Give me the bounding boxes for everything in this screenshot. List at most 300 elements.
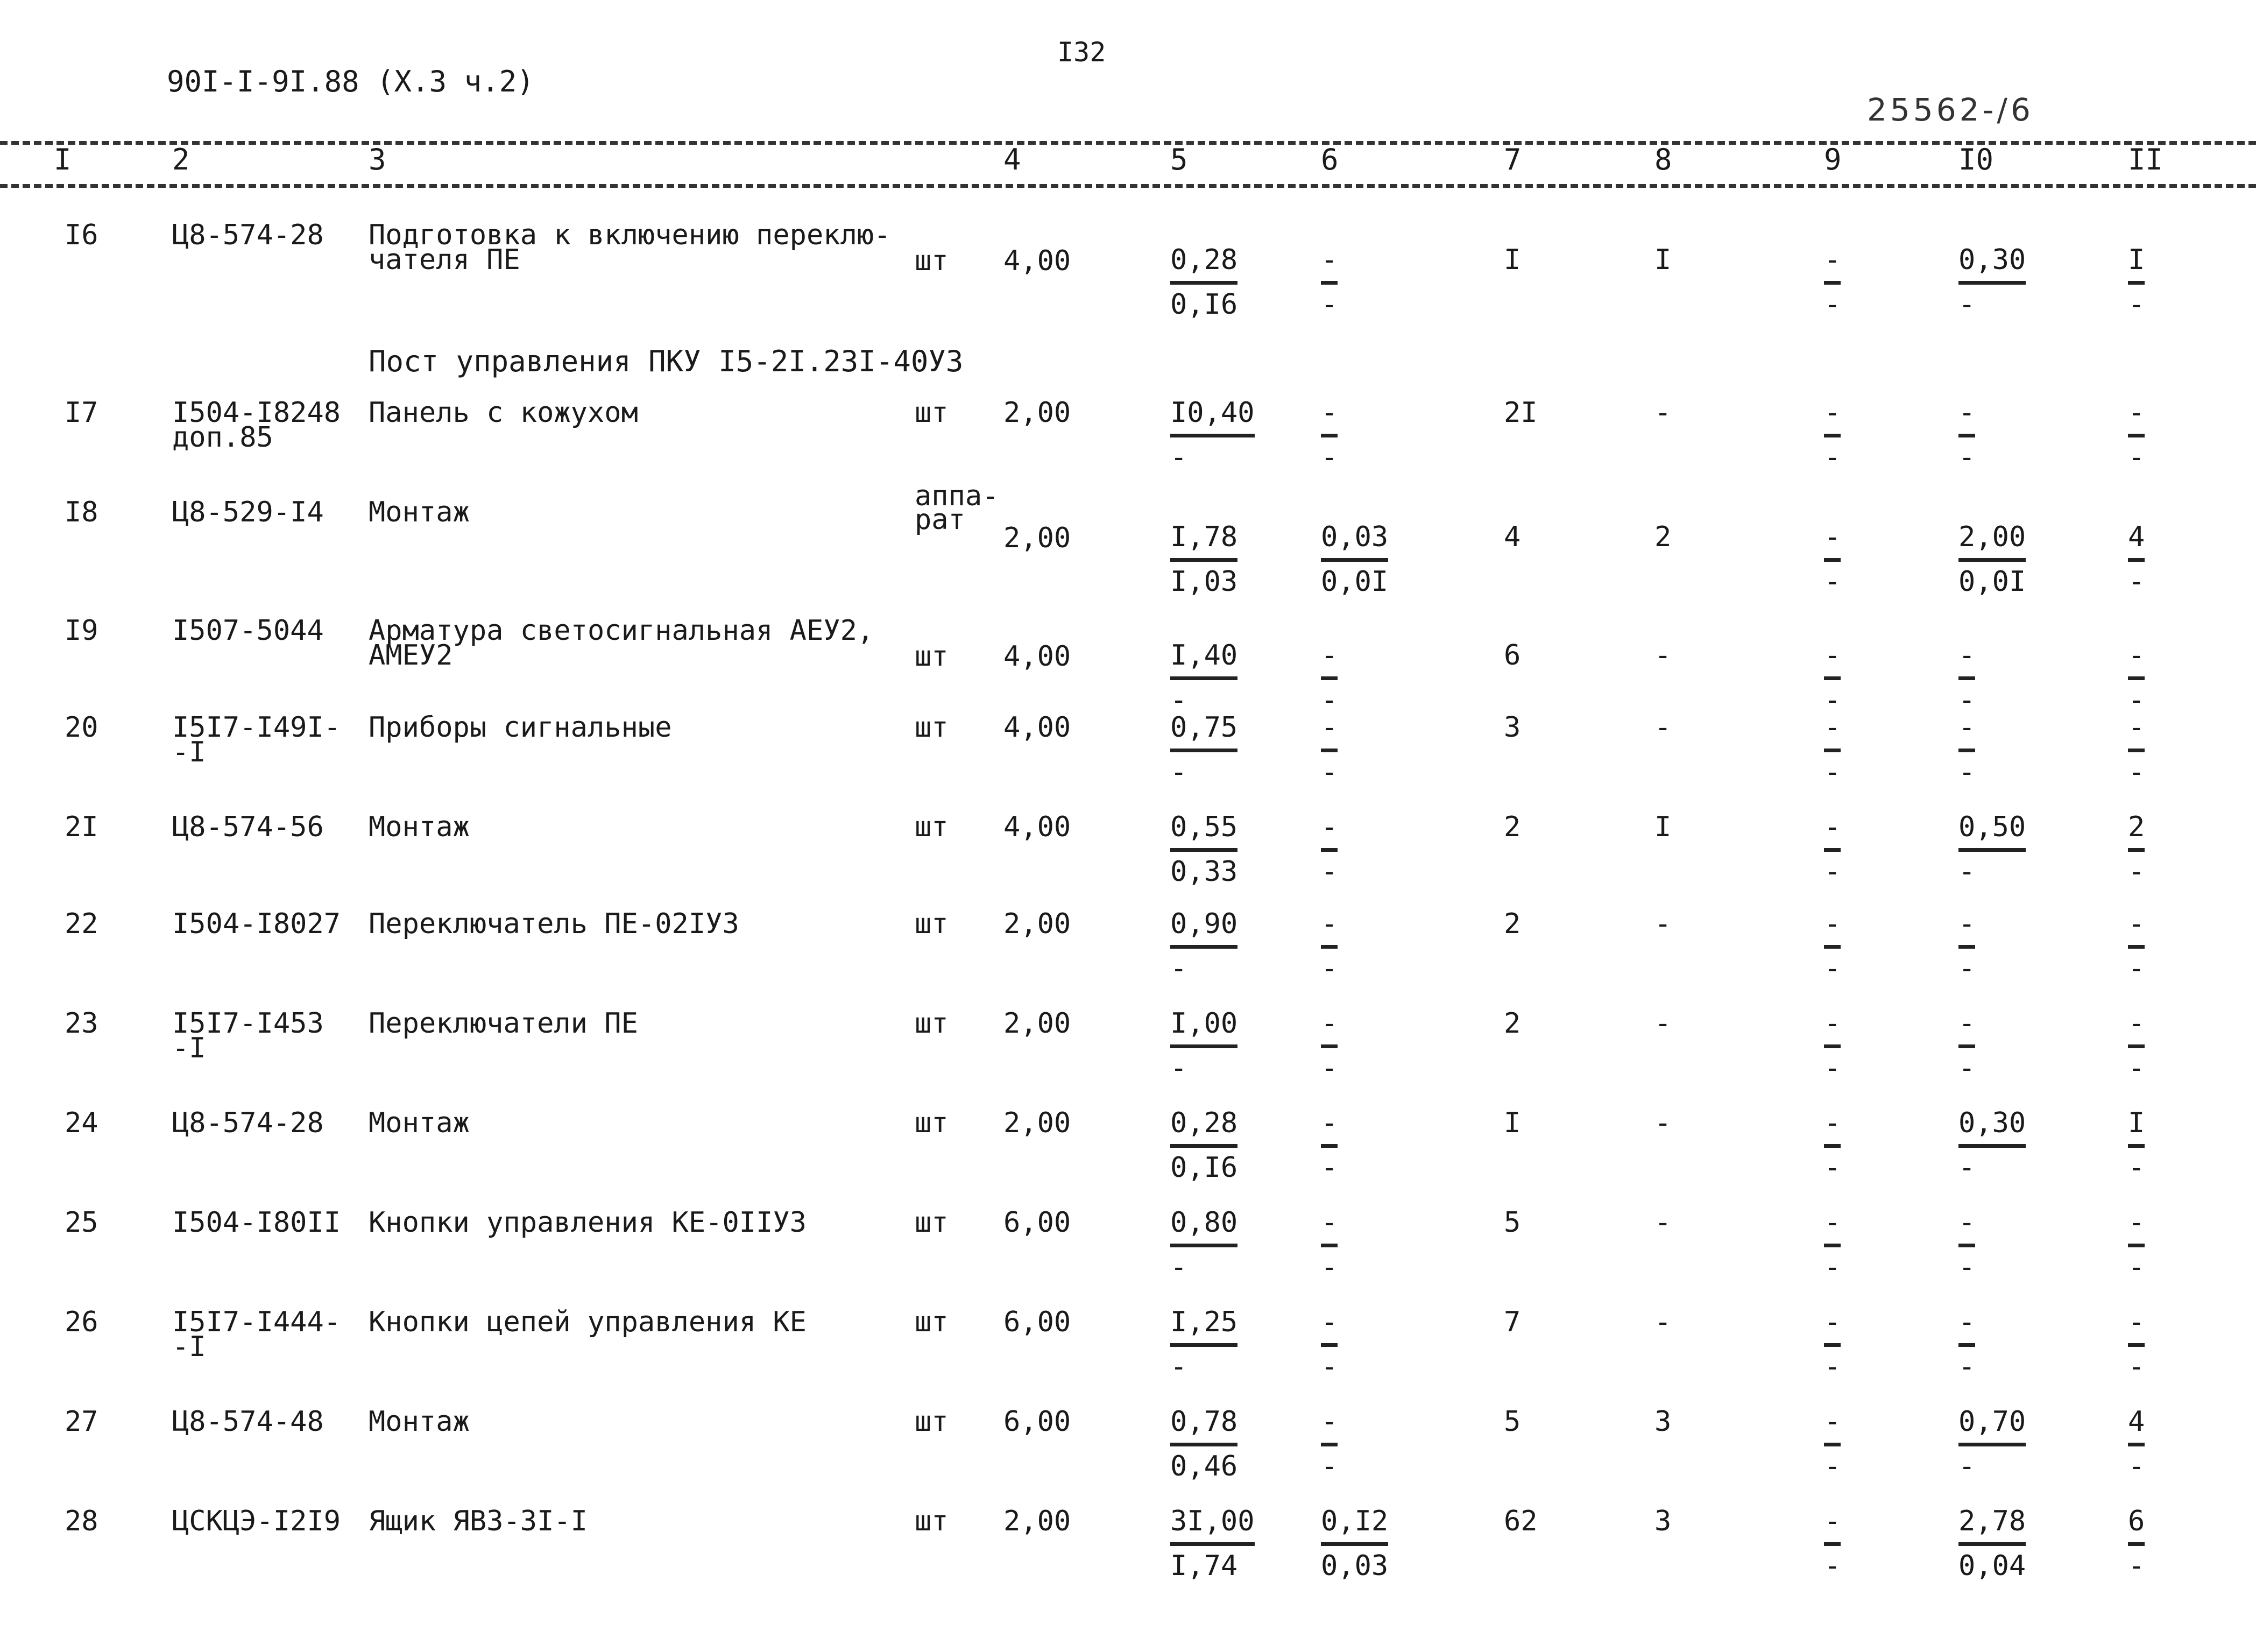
fraction-bar [1321,434,1338,437]
quantity: 2,00 [1003,1107,1071,1139]
quantity: 2,00 [1003,522,1071,554]
fraction-bar [1824,1244,1841,1247]
fraction-denominator: - [1958,441,1976,474]
fraction-denominator: - [1170,952,1187,985]
price-code: I504-I8248 [172,397,341,429]
fraction-numerator: 6 [2128,1505,2145,1537]
document-code: 90I-I-9I.88 (X.3 ч.2) [167,65,534,98]
fraction-bar [1170,1542,1255,1546]
fraction-bar [1170,848,1237,852]
fraction-numerator: - [1321,1206,1338,1239]
fraction-numerator: 0,50 [1958,811,2026,843]
fraction-bar [1321,1443,1338,1446]
fraction-denominator: - [2128,1052,2145,1084]
row-number: 22 [65,908,98,940]
fraction-numerator: - [1321,1107,1338,1139]
fraction-numerator: 0,03 [1321,521,1389,553]
quantity: 4,00 [1003,711,1071,744]
fraction-cell-c10 [1958,1308,1975,1381]
unit: шт [915,711,949,744]
work-name-continued: чателя ПЕ [369,244,520,276]
fraction-bar [1824,1044,1841,1048]
fraction-denominator: - [1321,1152,1338,1184]
fraction-cell-c5 [1170,245,1237,319]
work-name: Ящик ЯВ3-3I-I [369,1505,588,1537]
price-code: I504-I80II [172,1206,341,1239]
fraction-bar [1824,1443,1841,1446]
unit: шт [915,1206,949,1239]
fraction-denominator: - [1958,952,1976,985]
work-name: Кнопки цепей управления КЕ [369,1306,807,1338]
page-number: I32 [1057,37,1106,68]
price-code: Ц8-574-48 [172,1406,324,1438]
fraction-cell-c5 [1170,523,1237,596]
column-8-value: - [1654,1007,1672,1040]
unit: шт [915,1107,949,1139]
column-7-value: 5 [1504,1406,1521,1438]
row-number: 2I [65,811,98,843]
fraction-numerator: 0,70 [1958,1406,2026,1438]
fraction-cell-c10 [1958,813,2026,886]
fraction-denominator: - [1170,756,1187,788]
fraction-numerator: 0,90 [1170,908,1238,940]
fraction-bar [1170,945,1237,949]
fraction-numerator: - [1321,244,1338,276]
column-7-value: I [1504,1107,1521,1139]
unit: шт [915,1306,949,1338]
fraction-denominator: - [2128,856,2145,888]
fraction-bar [1958,558,2026,562]
fraction-bar [1958,945,1975,949]
price-code: I5I7-I453 [172,1007,324,1040]
fraction-bar [1170,1144,1237,1148]
fraction-bar [1958,1542,2026,1546]
fraction-denominator: - [2128,1550,2145,1582]
fraction-numerator: - [2128,639,2145,672]
column-header-11: II [2128,143,2163,177]
fraction-bar [1824,676,1841,680]
fraction-cell-c5 [1170,813,1237,886]
fraction-bar [1958,1343,1975,1347]
fraction-bar [1824,1542,1841,1546]
fraction-denominator: - [1321,1251,1338,1283]
fraction-denominator: - [1321,756,1338,788]
fraction-bar [1321,1144,1338,1148]
fraction-numerator: I,25 [1170,1306,1238,1338]
fraction-cell-c5 [1170,641,1237,715]
fraction-numerator: - [1824,1505,1841,1537]
fraction-denominator: - [1958,684,1976,716]
fraction-numerator: 0,30 [1958,1107,2026,1139]
fraction-cell-c11 [2128,1507,2145,1580]
row-number: 25 [65,1206,98,1239]
fraction-bar [1958,281,2026,285]
fraction-cell-c11 [2128,713,2145,787]
fraction-denominator: - [1824,856,1841,888]
fraction-bar [2128,1343,2145,1347]
fraction-bar [1824,848,1841,852]
unit: аппа- [915,480,999,512]
fraction-cell-c11 [2128,909,2145,983]
column-7-value: 2 [1504,811,1521,843]
fraction-denominator: - [1824,1152,1841,1184]
fraction-bar [1958,1244,1975,1247]
fraction-denominator: 0,0I [1958,566,2026,598]
fraction-bar [1321,1244,1338,1247]
fraction-bar [2128,1244,2145,1247]
fraction-denominator: - [2128,441,2145,474]
fraction-denominator: - [2128,684,2145,716]
fraction-cell-c6 [1321,813,1338,886]
fraction-bar [2128,945,2145,949]
fraction-numerator: I,00 [1170,1007,1238,1040]
column-header-9: 9 [1824,143,1842,177]
price-code: Ц8-574-28 [172,219,324,251]
column-header-5: 5 [1170,143,1188,177]
fraction-denominator: - [1321,441,1338,474]
fraction-denominator: 0,03 [1321,1550,1389,1582]
fraction-denominator: - [2128,1251,2145,1283]
column-header-3: 3 [369,143,386,177]
fraction-bar [1321,945,1338,949]
fraction-bar [1958,1443,2026,1446]
fraction-bar [1321,848,1338,852]
work-name: Подготовка к включению переклю- [369,219,891,251]
fraction-cell-c10 [1958,713,1975,787]
fraction-numerator: - [1824,1107,1841,1139]
fraction-cell-c11 [2128,523,2145,596]
fraction-denominator: - [1321,288,1338,321]
column-7-value: 7 [1504,1306,1521,1338]
fraction-numerator: - [1321,1406,1338,1438]
fraction-bar [2128,281,2145,285]
column-7-value: 5 [1504,1206,1521,1239]
fraction-numerator: - [1321,908,1338,940]
fraction-bar [1170,434,1255,437]
header-bottom-rule [0,184,2256,188]
fraction-denominator: - [1824,756,1841,788]
fraction-cell-c11 [2128,398,2145,472]
fraction-denominator: - [1170,684,1187,716]
row-number: 24 [65,1107,98,1139]
work-name: Монтаж [369,1406,470,1438]
fraction-numerator: - [1958,1007,1976,1040]
fraction-denominator: 0,33 [1170,856,1238,888]
fraction-numerator: 4 [2128,521,2145,553]
column-header-2: 2 [172,143,190,177]
price-code: Ц8-529-I4 [172,496,324,528]
fraction-cell-c9 [1824,909,1841,983]
fraction-cell-c9 [1824,1009,1841,1083]
fraction-cell-c5 [1170,1407,1237,1481]
fraction-denominator: 0,I6 [1170,1152,1238,1184]
column-header-1: I [54,143,72,177]
fraction-bar [1321,1343,1338,1347]
fraction-cell-c10 [1958,1507,2026,1580]
unit: шт [915,245,949,277]
fraction-numerator: 2 [2128,811,2145,843]
fraction-denominator: - [1958,1450,1976,1482]
fraction-cell-c11 [2128,1109,2145,1182]
fraction-denominator: - [2128,1450,2145,1482]
fraction-denominator: 0,46 [1170,1450,1238,1482]
fraction-denominator: 0,I6 [1170,288,1238,321]
unit: шт [915,1007,949,1040]
fraction-cell-c5 [1170,713,1237,787]
fraction-numerator: - [1824,811,1841,843]
column-8-value: I [1654,244,1672,276]
fraction-cell-c9 [1824,813,1841,886]
fraction-cell-c10 [1958,1407,2026,1481]
fraction-numerator: - [1321,1007,1338,1040]
work-name: Монтаж [369,811,470,843]
fraction-numerator: 0,80 [1170,1206,1238,1239]
fraction-denominator: - [1824,952,1841,985]
fraction-numerator: - [1824,639,1841,672]
fraction-cell-c6 [1321,1009,1338,1083]
fraction-numerator: - [2128,1206,2145,1239]
fraction-cell-c9 [1824,1208,1841,1282]
column-7-value: 2I [1504,397,1538,429]
column-8-value: - [1654,1107,1672,1139]
fraction-cell-c9 [1824,1507,1841,1580]
fraction-bar [1824,558,1841,562]
fraction-cell-c6 [1321,398,1338,472]
fraction-bar [1824,281,1841,285]
fraction-cell-c6 [1321,1407,1338,1481]
fraction-numerator: 4 [2128,1406,2145,1438]
fraction-bar [1958,848,2026,852]
fraction-bar [1321,676,1338,680]
fraction-bar [1824,1144,1841,1148]
row-number: I7 [65,397,98,429]
fraction-numerator: 2,00 [1958,521,2026,553]
fraction-denominator: - [2128,566,2145,598]
row-number: 27 [65,1406,98,1438]
fraction-denominator: - [1824,566,1841,598]
work-name: Кнопки управления КЕ-0IIУ3 [369,1206,807,1239]
column-header-10: I0 [1958,143,1994,177]
fraction-bar [1321,281,1338,285]
column-7-value: 2 [1504,1007,1521,1040]
fraction-denominator: - [2128,952,2145,985]
fraction-denominator: - [1321,952,1338,985]
fraction-numerator: 2,78 [1958,1505,2026,1537]
fraction-numerator: 0,28 [1170,244,1238,276]
fraction-cell-c9 [1824,1308,1841,1381]
fraction-numerator: - [1824,521,1841,553]
fraction-cell-c11 [2128,1407,2145,1481]
fraction-bar [1170,1044,1237,1048]
row-number: I9 [65,615,98,647]
column-8-value: 2 [1654,521,1672,553]
fraction-cell-c11 [2128,1208,2145,1282]
row-number: 20 [65,711,98,744]
fraction-denominator: - [1824,1450,1841,1482]
fraction-denominator: - [1321,1052,1338,1084]
fraction-denominator: 0,0I [1321,566,1389,598]
fraction-numerator: - [1958,908,1976,940]
fraction-cell-c11 [2128,245,2145,319]
fraction-numerator: 0,75 [1170,711,1238,744]
fraction-numerator: 0,30 [1958,244,2026,276]
fraction-bar [1170,749,1237,752]
fraction-numerator: - [1824,397,1841,429]
fraction-bar [1170,558,1237,562]
fraction-numerator: - [2128,711,2145,744]
unit-continued: рат [915,504,965,536]
fraction-cell-c5 [1170,1009,1237,1083]
fraction-numerator: - [1824,244,1841,276]
fraction-bar [1321,558,1388,562]
row-number: I6 [65,219,98,251]
fraction-bar [1958,434,1975,437]
fraction-bar [2128,848,2145,852]
column-7-value: 2 [1504,908,1521,940]
fraction-cell-c5 [1170,398,1255,472]
fraction-denominator: - [1321,684,1338,716]
fraction-cell-c10 [1958,1208,1975,1282]
fraction-cell-c10 [1958,398,1975,472]
fraction-numerator: - [2128,908,2145,940]
work-name: Монтаж [369,1107,470,1139]
column-8-value: - [1654,639,1672,672]
column-header-6: 6 [1321,143,1339,177]
fraction-numerator: - [1958,1306,1976,1338]
fraction-bar [1321,1044,1338,1048]
fraction-cell-c5 [1170,1308,1237,1381]
fraction-denominator: 0,04 [1958,1550,2026,1582]
fraction-denominator: - [1824,1052,1841,1084]
fraction-numerator: - [1958,1206,1976,1239]
quantity: 2,00 [1003,908,1071,940]
quantity: 4,00 [1003,640,1071,673]
column-7-value: 3 [1504,711,1521,744]
fraction-cell-c10 [1958,1009,1975,1083]
fraction-numerator: - [1824,908,1841,940]
fraction-numerator: 3I,00 [1170,1505,1255,1537]
fraction-cell-c6 [1321,523,1388,596]
fraction-cell-c10 [1958,245,2026,319]
fraction-numerator: - [1958,397,1976,429]
fraction-numerator: - [1321,811,1338,843]
fraction-denominator: - [1824,1550,1841,1582]
column-8-value: - [1654,1206,1672,1239]
header-top-rule [0,141,2256,145]
price-code: I5I7-I444- [172,1306,341,1338]
fraction-cell-c6 [1321,909,1338,983]
column-header-8: 8 [1654,143,1672,177]
work-name-continued: АМЕУ2 [369,639,453,672]
row-number: 26 [65,1306,98,1338]
work-name: Панель с кожухом [369,397,638,429]
fraction-denominator: I,74 [1170,1550,1238,1582]
fraction-bar [1170,676,1237,680]
fraction-denominator: - [1824,288,1841,321]
row-number: 28 [65,1505,98,1537]
work-name: Приборы сигнальные [369,711,672,744]
unit: шт [915,908,949,940]
fraction-denominator: - [1170,441,1187,474]
fraction-denominator: - [1958,1152,1976,1184]
fraction-bar [1958,749,1975,752]
fraction-denominator: - [1170,1052,1187,1084]
fraction-bar [1958,1044,1975,1048]
row-number: I8 [65,496,98,528]
fraction-denominator: - [1824,1251,1841,1283]
price-code: I507-5044 [172,615,324,647]
column-8-value: - [1654,1306,1672,1338]
fraction-cell-c10 [1958,1109,2026,1182]
fraction-cell-c9 [1824,245,1841,319]
fraction-numerator: - [1321,1306,1338,1338]
fraction-bar [2128,676,2145,680]
fraction-bar [2128,1443,2145,1446]
column-7-value: 62 [1504,1505,1538,1537]
quantity: 4,00 [1003,245,1071,277]
fraction-bar [1170,281,1237,285]
fraction-denominator: - [1958,1251,1976,1283]
fraction-denominator: - [1321,856,1338,888]
column-header-7: 7 [1504,143,1522,177]
fraction-bar [2128,1144,2145,1148]
quantity: 2,00 [1003,397,1071,429]
price-code: I5I7-I49I- [172,711,341,744]
unit: шт [915,811,949,843]
work-name: Переключатели ПЕ [369,1007,638,1040]
fraction-numerator: - [2128,1007,2145,1040]
row-number: 23 [65,1007,98,1040]
fraction-bar [1824,434,1841,437]
work-name: Арматура светосигнальная АЕУ2, [369,615,874,647]
price-code: Ц8-574-56 [172,811,324,843]
fraction-numerator: I,78 [1170,521,1238,553]
fraction-cell-c9 [1824,523,1841,596]
quantity: 2,00 [1003,1007,1071,1040]
unit: шт [915,1406,949,1438]
column-header-4: 4 [1003,143,1021,177]
price-code-continued: доп.85 [172,421,273,454]
fraction-denominator: - [1958,1052,1976,1084]
unit: шт [915,397,949,429]
column-7-value: 4 [1504,521,1521,553]
fraction-numerator: 0,55 [1170,811,1238,843]
column-8-value: - [1654,397,1672,429]
work-name: Монтаж [369,496,470,528]
fraction-denominator: - [2128,1351,2145,1383]
quantity: 4,00 [1003,811,1071,843]
fraction-denominator: I,03 [1170,566,1238,598]
fraction-numerator: I [2128,1107,2145,1139]
fraction-bar [2128,749,2145,752]
fraction-numerator: - [2128,1306,2145,1338]
fraction-numerator: - [1824,711,1841,744]
fraction-cell-c6 [1321,245,1338,319]
price-code-continued: -I [172,1032,206,1064]
fraction-bar [2128,558,2145,562]
fraction-denominator: - [1170,1251,1187,1283]
fraction-denominator: - [2128,1152,2145,1184]
fraction-denominator: - [1321,1351,1338,1383]
fraction-numerator: I0,40 [1170,397,1255,429]
fraction-cell-c10 [1958,523,2026,596]
fraction-cell-c9 [1824,1109,1841,1182]
fraction-cell-c9 [1824,641,1841,715]
fraction-cell-c5 [1170,909,1237,983]
fraction-cell-c5 [1170,1208,1237,1282]
handwritten-reference: 25562-/6 [1867,91,2034,128]
fraction-denominator: - [1824,684,1841,716]
